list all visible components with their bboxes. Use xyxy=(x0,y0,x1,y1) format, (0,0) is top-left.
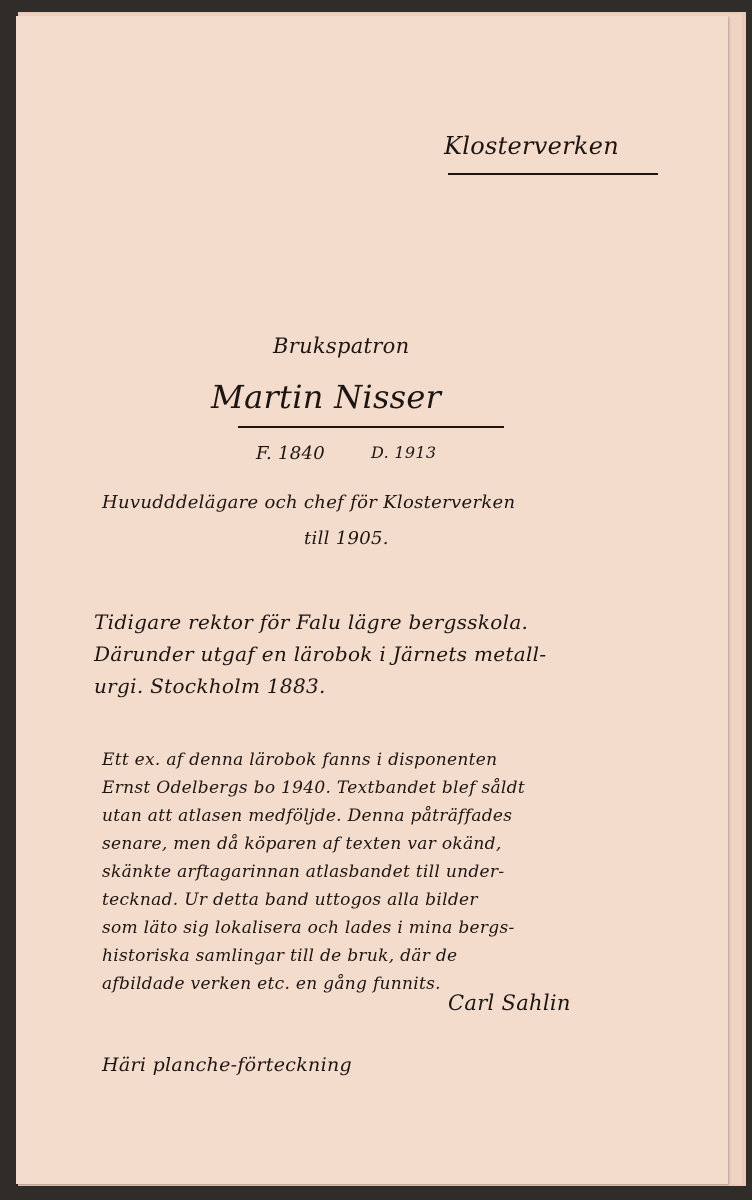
document-page xyxy=(16,16,728,1184)
death-date: D. 1913 xyxy=(371,443,437,462)
career-line-1: Tidigare rektor för Falu lägre bergsskola. xyxy=(94,610,529,634)
footer-note: Häri planche-förteckning xyxy=(102,1054,352,1076)
role-line-1: Huvudddelägare och chef för Klosterverken xyxy=(102,492,516,513)
career-line-3: urgi. Stockholm 1883. xyxy=(94,674,326,698)
note-line-6: tecknad. Ur detta band uttogos alla bilder xyxy=(102,890,478,910)
title-underline xyxy=(448,173,658,175)
name-underline xyxy=(238,426,504,428)
note-line-4: senare, men då köparen af texten var okänd, xyxy=(102,834,502,854)
person-title: Brukspatron xyxy=(273,334,410,358)
note-line-2: Ernst Odelbergs bo 1940. Textbandet blef såldt xyxy=(102,778,525,798)
note-line-8: historiska samlingar till de bruk, där de xyxy=(102,946,458,966)
note-line-9: afbildade verken etc. en gång funnits. xyxy=(102,974,441,994)
document-title: Klosterverken xyxy=(444,132,620,160)
note-line-7: som läto sig lokalisera och lades i mina bergs- xyxy=(102,918,515,938)
role-line-2: till 1905. xyxy=(304,528,389,549)
signature: Carl Sahlin xyxy=(448,991,571,1015)
note-line-5: skänkte arftagarinnan atlasbandet till under- xyxy=(102,862,505,882)
career-line-2: Därunder utgaf en lärobok i Järnets metall- xyxy=(94,642,547,666)
birth-date: F. 1840 xyxy=(256,443,326,464)
person-name: Martin Nisser xyxy=(211,378,442,416)
note-line-3: utan att atlasen medföljde. Denna påträffades xyxy=(102,806,513,826)
life-dates xyxy=(256,443,437,464)
note-line-1: Ett ex. af denna lärobok fanns i disponenten xyxy=(102,750,498,770)
